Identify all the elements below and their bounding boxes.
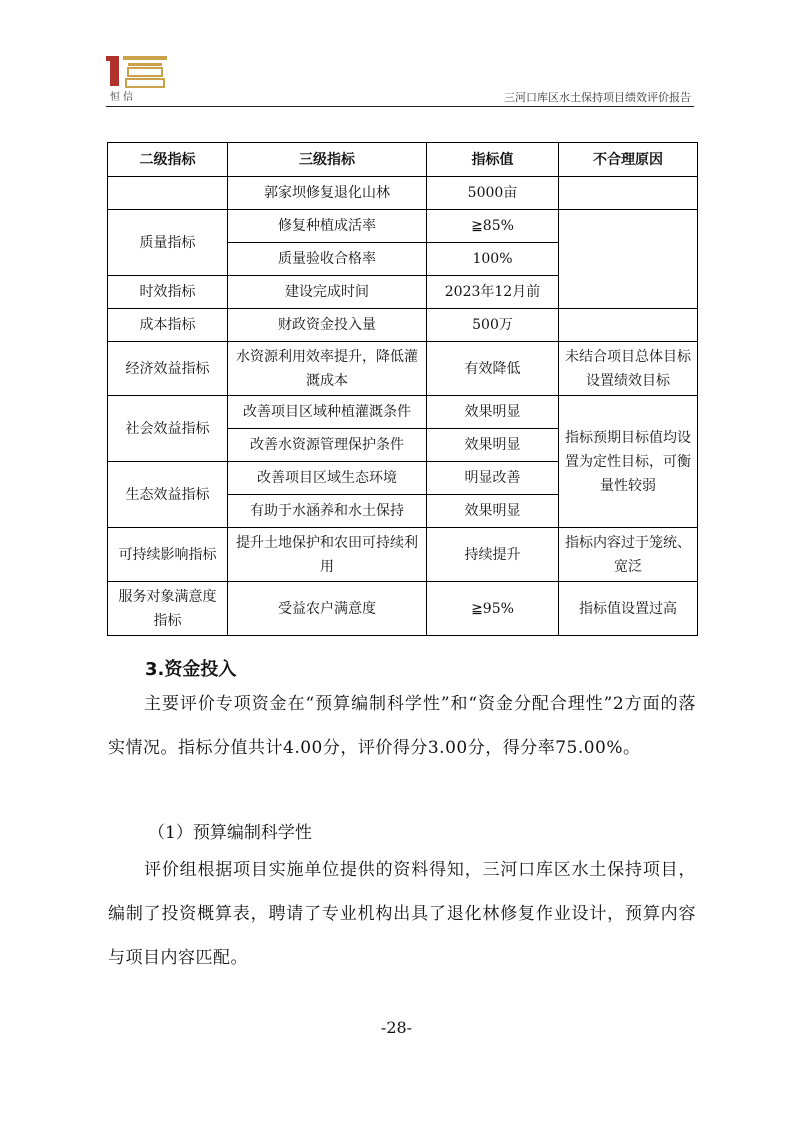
table-cell: [108, 177, 228, 210]
table-cell: 指标内容过于笼统、宽泛: [559, 528, 698, 582]
table-cell: 服务对象满意度指标: [108, 582, 228, 636]
table-cell: 指标预期目标值均设置为定性目标，可衡量性较弱: [559, 396, 698, 528]
table-cell: [559, 309, 698, 342]
table-cell: [559, 177, 698, 210]
table-cell: 改善水资源管理保护条件: [228, 429, 427, 462]
table-cell: 5000亩: [427, 177, 559, 210]
table-cell: 100%: [427, 243, 559, 276]
table-cell: 社会效益指标: [108, 396, 228, 462]
table-cell: 效果明显: [427, 396, 559, 429]
table-cell: 质量验收合格率: [228, 243, 427, 276]
paragraph: 评价组根据项目实施单位提供的资料得知，三河口库区水土保持项目，编制了投资概算表，聘请了专业机构出具了退化林修复作业设计，预算内容与项目内容匹配。: [108, 860, 696, 968]
table-row: [108, 396, 698, 429]
table-row: [108, 582, 698, 636]
table-cell: 修复种植成活率: [228, 210, 427, 243]
subheading: （1）预算编制科学性: [148, 823, 312, 843]
table-cell: 郭家坝修复退化山林: [228, 177, 427, 210]
col-header: 不合理原因: [559, 143, 698, 177]
table-cell: 建设完成时间: [228, 276, 427, 309]
table-header-row: [108, 143, 698, 177]
col-header: 二级指标: [108, 143, 228, 177]
table-row: [108, 528, 698, 582]
table-cell: 改善项目区域种植灌溉条件: [228, 396, 427, 429]
table-row: [108, 177, 698, 210]
table-cell: 500万: [427, 309, 559, 342]
table-cell: 质量指标: [108, 210, 228, 276]
table-row: [108, 342, 698, 396]
table-row: [108, 309, 698, 342]
logo-text: 恒信: [110, 92, 136, 103]
table-cell: 水资源利用效率提升，降低灌溉成本: [228, 342, 427, 396]
table-cell: 有效降低: [427, 342, 559, 396]
table-cell: 生态效益指标: [108, 462, 228, 528]
table-cell: 可持续影响指标: [108, 528, 228, 582]
table-cell: [559, 210, 698, 309]
section-heading: 3.资金投入: [145, 659, 237, 680]
table-cell: 明显改善: [427, 462, 559, 495]
paragraph: 主要评价专项资金在“预算编制科学性”和“资金分配合理性”2方面的落实情况。指标分值共计4.00分，评价得分3.00分，得分率75.00%。: [108, 694, 696, 758]
table-cell: 指标值设置过高: [559, 582, 698, 636]
table-cell: ≧95%: [427, 582, 559, 636]
table-cell: 经济效益指标: [108, 342, 228, 396]
table-cell: 效果明显: [427, 429, 559, 462]
col-header: 三级指标: [228, 143, 427, 177]
table-cell: ≧85%: [427, 210, 559, 243]
header-divider: [106, 106, 694, 107]
table-cell: 受益农户满意度: [228, 582, 427, 636]
table-cell: 效果明显: [427, 495, 559, 528]
table-row: [108, 210, 698, 243]
table-cell: 时效指标: [108, 276, 228, 309]
table-cell: 财政资金投入量: [228, 309, 427, 342]
page-number: -28-: [380, 1018, 413, 1037]
table-cell: 提升土地保护和农田可持续利用: [228, 528, 427, 582]
table-cell: 2023年12月前: [427, 276, 559, 309]
indicator-table: [107, 142, 698, 636]
col-header: 指标值: [427, 143, 559, 177]
table-cell: 未结合项目总体目标设置绩效目标: [559, 342, 698, 396]
table-cell: 有助于水涵养和水土保持: [228, 495, 427, 528]
table-cell: 持续提升: [427, 528, 559, 582]
header-title: 三河口库区水土保持项目绩效评价报告: [504, 91, 691, 104]
table-cell: 成本指标: [108, 309, 228, 342]
table-cell: 改善项目区域生态环境: [228, 462, 427, 495]
